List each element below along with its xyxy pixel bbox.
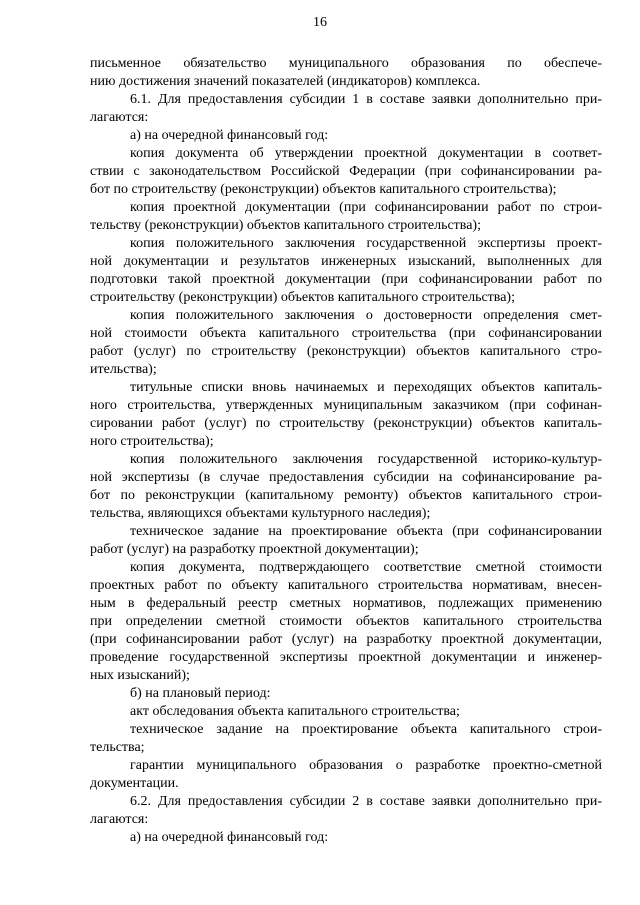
text-line: ной документации и результатов инженерных изысканий, выполненных для [90,254,602,269]
text-line: бот по реконструкции (капитальному ремонту) объектов капитального строи- [90,488,602,503]
text-line: копия положительного заключения государственной экспертизы проект- [130,236,602,251]
text-line: копия документа об утверждении проектной документации в соответ- [130,146,602,161]
text-line: техническое задание на проектирование объекта капитального строи- [130,722,602,737]
text-line: проектных работ по объекту капитального строительства нормативам, внесен- [90,578,602,593]
text-line: а) на очередной финансовый год: [130,830,329,845]
text-line: при определении сметной стоимости объектов капитального строительства [90,614,602,629]
text-line: строительству (реконструкции) объектов капитального строительства); [90,290,515,305]
text-line: сировании работ (услуг) по строительству (реконструкции) объектов капиталь- [90,416,602,431]
text-line: 6.1. Для предоставления субсидии 1 в составе заявки дополнительно при- [130,92,602,107]
text-line: копия положительного заключения о достоверности определения смет- [130,308,602,323]
text-line: техническое задание на проектирование объекта (при софинансировании [130,524,602,539]
text-line: акт обследования объекта капитального строительства; [130,704,460,719]
text-line: копия документа, подтверждающего соответствие сметной стоимости [130,560,602,575]
text-line: нию достижения значений показателей (индикаторов) комплекса. [90,74,481,89]
text-line: ных изысканий); [90,668,190,683]
text-line: (при софинансировании работ (услуг) на разработку проектной документации, [90,632,602,647]
document-body [90,55,602,847]
text-line: проведение государственной экспертизы проектной документации и инженер- [90,650,602,665]
text-line: ительства); [90,362,157,377]
text-line: письменное обязательство муниципального образования по обеспече- [90,56,602,71]
text-line: лагаются: [90,812,149,827]
text-line: тельства; [90,740,145,755]
text-line: тельству (реконструкции) объектов капитального строительства); [90,218,481,233]
text-line: ной экспертизы (в случае предоставления субсидии на софинансирование ра- [90,470,602,485]
text-line: 6.2. Для предоставления субсидии 2 в составе заявки дополнительно при- [130,794,602,809]
text-line: ным в федеральный реестр сметных нормативов, подлежащих применению [90,596,602,611]
page-number: 16 [313,15,327,30]
text-line: ствии с законодательством Российской Федерации (при софинансировании ра- [90,164,602,179]
text-line: ного строительства, утвержденных муниципальным заказчиком (при софинан- [90,398,602,413]
text-line: работ (услуг) на разработку проектной документации); [90,542,419,557]
text-line: тельства, являющихся объектами культурного наследия); [90,506,431,521]
text-line: лагаются: [90,110,149,125]
text-line: работ (услуг) по строительству (реконструкции) объектов капитального стро- [90,344,602,359]
text-line: ного строительства); [90,434,214,449]
text-line: копия положительного заключения государственной историко-культур- [130,452,602,467]
text-line: б) на плановый период: [130,686,271,701]
text-line: ной стоимости объекта капитального строительства (при софинансировании [90,326,602,341]
text-line: гарантии муниципального образования о разработке проектно-сметной [130,758,602,773]
text-line: копия проектной документации (при софинансировании работ по строи- [130,200,602,215]
text-line: титульные списки вновь начинаемых и переходящих объектов капиталь- [130,380,602,395]
text-line: подготовки такой проектной документации (при софинансировании работ по [90,272,602,287]
text-line: а) на очередной финансовый год: [130,128,329,143]
text-line: бот по строительству (реконструкции) объектов капитального строительства); [90,182,557,197]
text-line: документации. [90,776,179,791]
